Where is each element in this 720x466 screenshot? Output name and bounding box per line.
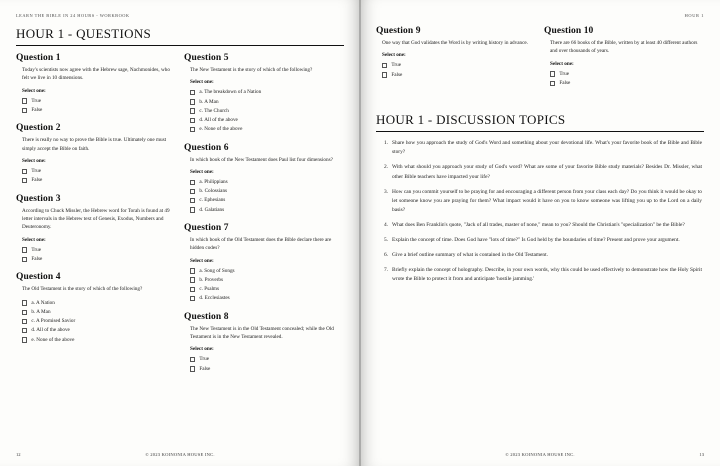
checkbox-icon[interactable] [22,319,27,324]
checkbox-icon[interactable] [190,180,195,185]
questions-columns [16,53,344,382]
select-one-label: Select one: [190,79,214,86]
option-item[interactable] [190,365,341,373]
option-label: e. None of the above [199,126,243,133]
checkbox-icon[interactable] [22,98,27,103]
option-item[interactable] [190,355,341,363]
list-item-number: 1. [383,140,388,147]
question-title: Question 1 [16,53,61,63]
option-item[interactable] [22,326,173,334]
list-item-text: How can you commit yourself to be praying for and encouraging a different person from your class each day? Do you think it would be okay to let someone know you are praying for them? What impact would it have on you to know someone was lifting you up to the Lord on a daily basis? [392,188,702,213]
checkbox-icon[interactable] [22,328,27,333]
option-item[interactable] [190,285,341,293]
question-text: According to Chuck Missler, the Hebrew word for Torah is found at 49 letter intervals in the Hebrew text of Genesis, Exodus, Numbers and Deuteronomy. [22,207,170,231]
checkbox-icon[interactable] [190,357,195,362]
option-label: a. The breakdown of a Nation [199,89,262,96]
running-head-book-title: LEARN THE BIBLE IN 24 HOURS - WORKBOOK [16,13,130,18]
question-title: Question 5 [184,53,229,63]
question-block [16,123,173,184]
list-item-text: Briefly explain the concept of holography. Describe, in your own words, why this could be used effectively to demonstrate how the Holy Spirit wrote the Bible to protect it from and anticipate 'hostile jamming.' [392,267,702,283]
select-one-label: Select one: [382,52,406,59]
checkbox-icon[interactable] [190,189,195,194]
discussion-divider [376,131,704,132]
option-label: True [31,97,42,104]
select-one-label: Select one: [22,236,46,243]
checkbox-icon[interactable] [22,169,27,174]
checkbox-icon[interactable] [22,178,27,183]
option-label: a. Philippians [199,178,228,185]
option-item[interactable] [550,79,701,87]
question-title: Question 3 [16,193,61,204]
list-item [383,266,704,284]
option-item[interactable] [190,107,341,115]
option-label: True [31,246,42,253]
question-text: There is really no way to prove the Bible is true. Ultimately one must simply accept the Bible on faith. [22,137,167,152]
list-item-number: 4. [383,221,388,228]
question-block [184,312,341,373]
book-gutter [359,0,361,466]
title-divider [16,45,344,46]
question-title: Question 4 [16,272,61,283]
checkbox-icon[interactable] [382,72,387,77]
question-text: There are 66 books of the Bible, written by at least 40 different authors and over thousands of years. [550,40,698,55]
question-title: Question 10 [544,26,594,36]
discussion-title: HOUR 1 - DISCUSSION TOPICS [376,112,566,128]
question-title: Question 8 [184,311,229,322]
option-item[interactable] [190,125,341,133]
option-item[interactable] [190,206,341,214]
option-item[interactable] [382,61,533,69]
checkbox-icon[interactable] [382,63,387,68]
list-item-text: Give a brief outline summary of what is contained in the Old Testament. [392,251,548,258]
answer-options [22,299,173,344]
list-item [383,251,704,260]
option-label: b. A Man [199,98,219,105]
checkbox-icon[interactable] [190,118,195,123]
list-item-text: Explain the concept of time. Does God have "lots of time?" Is God held by the boundaries of time? Present and prove your argument. [392,236,680,243]
questions-columns-right [376,26,704,96]
answer-options [382,61,533,78]
checkbox-icon[interactable] [190,287,195,292]
select-one-label: Select one: [550,60,574,67]
right-page [360,0,720,466]
option-item[interactable] [190,196,341,204]
answer-options [190,267,341,303]
question-text: In which book of the New Testament does Paul list four dimensions? [190,156,333,163]
select-one-label: Select one: [22,158,46,165]
option-label: b. A Man [31,308,51,315]
question-text: In which book of the Old Testament does the Bible declare there are hidden codes? [190,236,332,252]
option-label: True [199,356,210,363]
option-item[interactable] [22,167,173,175]
option-label: False [31,177,43,184]
option-item[interactable] [190,294,341,302]
answer-options [190,178,341,214]
option-item[interactable] [190,276,341,284]
question-block [16,272,173,344]
option-label: False [391,71,403,78]
question-block [184,223,341,303]
option-label: True [391,62,402,69]
question-block [376,26,533,79]
checkbox-icon[interactable] [190,99,195,104]
option-label: False [31,107,43,114]
checkbox-icon[interactable] [190,90,195,95]
list-item [383,221,704,230]
checkbox-icon[interactable] [550,71,555,76]
option-item[interactable] [22,106,173,114]
option-label: True [559,70,570,77]
option-item[interactable] [190,267,341,275]
question-block [184,143,341,214]
option-item[interactable] [190,187,341,195]
option-label: a. Song of Songs [199,267,235,274]
discussion-section [376,112,704,284]
question-text: One way that God validates the Word is by writing history in advance. [382,40,529,46]
option-item[interactable] [190,116,341,124]
option-item[interactable] [22,299,173,307]
question-block [544,26,701,87]
list-item-number: 3. [383,188,388,195]
footer-right [376,452,704,457]
answer-options [550,70,701,87]
option-label: d. All of the above [199,117,238,124]
checkbox-icon[interactable] [190,268,195,273]
question-text: The Old Testament is the story of which of the following? [22,286,143,293]
page-number: 12 [16,452,21,457]
option-label: d. Galatians [199,206,225,213]
select-one-label: Select one: [22,87,46,94]
option-label: b. Proverbs [199,276,224,283]
option-item[interactable] [22,246,173,254]
option-label: d. Ecclesiastes [199,295,230,302]
list-item-number: 7. [383,267,388,274]
option-item[interactable] [22,317,173,325]
select-one-label: Select one: [190,257,214,264]
option-label: c. A Promised Savior [31,318,76,325]
checkbox-icon[interactable] [22,257,27,262]
option-item[interactable] [22,97,173,105]
list-item-text: With what should you approach your study of God's word? What are some of your favorite Bible study materials? Besides Dr. Missler, what other Bible teachers have impacted your life? [392,164,702,180]
list-item-number: 6. [383,251,388,258]
question-title: Question 2 [16,123,61,134]
question-block [16,194,173,264]
option-label: c. Psalms [199,286,219,293]
questions-column-1 [16,53,173,382]
option-item[interactable] [22,176,173,184]
question-text: Today's scientists now agree with the Hebrew sage, Nachmonides, who felt we live in 10 dimensions. [22,67,170,82]
copyright-notice: © 2023 KOINONIA HOUSE INC. [505,452,575,457]
answer-options [22,246,173,263]
option-label: e. None of the above [31,336,75,343]
questions-column-3 [376,26,533,96]
list-item-text: What does Ben Franklin's quote, "Jack of all trades, master of none," mean to you? Should the Christian's "specialization" be the Bible? [392,221,685,228]
option-label: True [31,168,42,175]
option-item[interactable] [550,70,701,78]
page-title-questions: HOUR 1 - QUESTIONS [16,26,152,41]
running-head-right [376,13,704,18]
list-item [383,188,704,215]
option-item[interactable] [190,178,341,186]
list-item-number: 5. [383,236,388,243]
checkbox-icon[interactable] [190,296,195,301]
option-item[interactable] [22,255,173,263]
list-item-number: 2. [383,164,388,171]
checkbox-icon[interactable] [22,337,27,342]
checkbox-icon[interactable] [190,198,195,203]
checkbox-icon[interactable] [22,310,27,315]
select-one-label: Select one: [190,168,214,175]
question-text: The New Testament is the story of which of the following? [190,67,313,73]
checkbox-icon[interactable] [190,207,195,212]
question-block [16,53,173,114]
footer-left [16,452,344,457]
copyright-notice: © 2023 KOINONIA HOUSE INC. [145,452,215,457]
option-label: False [199,365,211,372]
questions-column-2 [184,53,341,382]
checkbox-icon[interactable] [190,366,195,371]
checkbox-icon[interactable] [190,108,195,113]
option-label: d. All of the above [31,327,70,334]
option-label: b. Colossians [199,188,228,195]
question-title: Question 6 [184,142,229,153]
option-label: False [31,256,43,263]
list-item [383,236,704,245]
option-item[interactable] [22,336,173,344]
select-one-label: Select one: [190,346,214,353]
option-item[interactable] [190,88,341,96]
checkbox-icon[interactable] [190,127,195,132]
discussion-list [376,139,704,284]
answer-options [22,97,173,114]
checkbox-icon[interactable] [22,108,27,113]
checkbox-icon[interactable] [190,277,195,282]
question-block [184,53,341,134]
option-label: c. The Church [199,107,229,114]
checkbox-icon[interactable] [550,81,555,86]
question-title: Question 9 [376,26,421,36]
question-text: The New Testament is in the Old Testament concealed; while the Old Testament is in the New Testament revealed. [190,325,334,340]
option-item[interactable] [22,308,173,316]
answer-options [190,88,341,133]
page-number: 13 [699,452,704,457]
list-item [383,139,704,157]
answer-options [190,355,341,372]
answer-options [22,167,173,184]
questions-column-4 [544,26,701,96]
option-label: a. A Nation [31,299,55,306]
option-item[interactable] [190,98,341,106]
running-head-left [16,13,344,18]
list-item [383,163,704,181]
checkbox-icon[interactable] [22,247,27,252]
running-head-hour: HOUR 1 [684,13,704,18]
list-item-text: Share how you approach the study of God's Word and something about your devotional life. What's your favorite book of the Bible and Bible story? [392,140,702,156]
option-label: c. Ephesians [199,197,226,204]
option-item[interactable] [382,71,533,79]
checkbox-icon[interactable] [22,300,27,305]
question-title: Question 7 [184,222,229,233]
option-label: False [559,80,571,87]
